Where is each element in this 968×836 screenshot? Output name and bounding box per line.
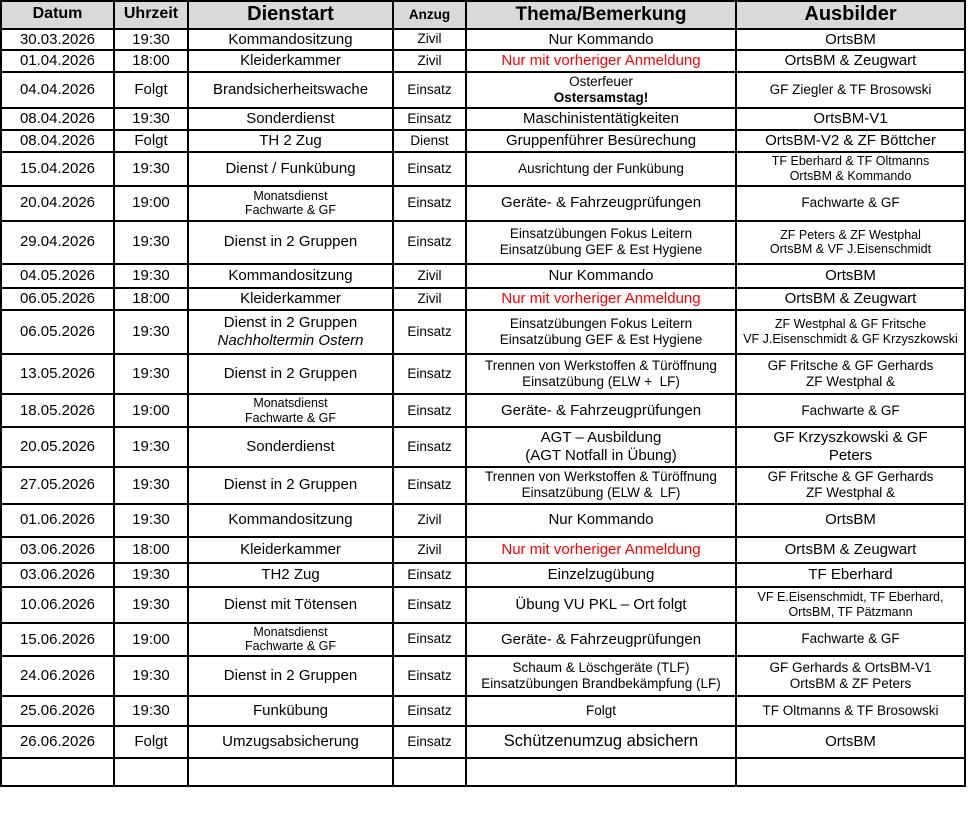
cell-anzug: Einsatz [393, 696, 466, 726]
cell-ausbilder [736, 656, 965, 696]
cell-dienstart [188, 696, 393, 726]
dienstart-line: Kleiderkammer [240, 289, 341, 307]
cell-thema [466, 537, 736, 563]
cell-datum: 25.06.2026 [1, 696, 114, 726]
cell-uhrzeit: 19:30 [114, 354, 188, 394]
cell-datum: 04.05.2026 [1, 264, 114, 288]
cell-thema [466, 130, 736, 152]
thema-line: Einzelzugübung [547, 565, 655, 583]
cell-ausbilder [736, 288, 965, 310]
cell-ausbilder [736, 394, 965, 428]
cell-dienstart [188, 587, 393, 623]
cell-dienstart [188, 29, 393, 51]
cell-empty [393, 758, 466, 786]
cell-ausbilder [736, 50, 965, 72]
table-row [1, 108, 965, 130]
header-thema: Thema/Bemerkung [466, 1, 736, 29]
cell-dienstart [188, 72, 393, 108]
cell-dienstart [188, 310, 393, 354]
ausbilder-line: OrtsBM-V1 [813, 109, 888, 127]
cell-uhrzeit: 19:30 [114, 152, 188, 186]
dienstart-line: Kleiderkammer [240, 540, 341, 558]
thema-line: Einsatzübung (ELW + LF) [522, 373, 680, 389]
cell-thema [466, 656, 736, 696]
dienstart-line: Dienst mit Tötensen [223, 595, 358, 613]
thema-line: Schützenumzug absichern [503, 732, 699, 751]
cell-datum: 24.06.2026 [1, 656, 114, 696]
cell-thema [466, 696, 736, 726]
cell-dienstart [188, 394, 393, 428]
cell-ausbilder [736, 72, 965, 108]
cell-ausbilder [736, 623, 965, 657]
cell-ausbilder [736, 152, 965, 186]
cell-anzug: Zivil [393, 504, 466, 537]
dienstart-line: Nachholtermin Ostern [217, 331, 364, 349]
ausbilder-line: Fachwarte & GF [801, 631, 900, 647]
ausbilder-line: GF Gerhards & OrtsBM-V1 [769, 660, 932, 676]
header-row [1, 1, 965, 29]
ausbilder-line: VF J.Eisenschmidt & GF Krzyszkowski [743, 331, 958, 346]
dienstart-line: Sonderdienst [246, 438, 335, 456]
ausbilder-line: OrtsBM & Zeugwart [784, 289, 917, 307]
table-row [1, 623, 965, 657]
cell-datum: 26.06.2026 [1, 726, 114, 758]
table-row [1, 537, 965, 563]
table-row [1, 130, 965, 152]
cell-thema [466, 354, 736, 394]
dienstart-line: Fachwarte & GF [245, 639, 336, 654]
thema-line: Osterfeuer [569, 73, 633, 89]
cell-anzug: Einsatz [393, 726, 466, 758]
header-anzug: Anzug [393, 1, 466, 29]
cell-uhrzeit: 18:00 [114, 50, 188, 72]
cell-thema [466, 152, 736, 186]
table-body [1, 29, 965, 787]
cell-uhrzeit: 19:30 [114, 427, 188, 466]
cell-thema [466, 221, 736, 264]
table-row [1, 726, 965, 758]
table-row [1, 696, 965, 726]
cell-dienstart [188, 264, 393, 288]
cell-thema [466, 72, 736, 108]
thema-line: Nur Kommando [548, 30, 654, 48]
ausbilder-line: OrtsBM & Zeugwart [784, 52, 917, 70]
cell-dienstart [188, 427, 393, 466]
table-row [1, 563, 965, 587]
cell-thema [466, 186, 736, 221]
thema-line: Einsatzübungen Fokus Leitern [509, 226, 693, 242]
cell-ausbilder [736, 186, 965, 221]
cell-anzug: Einsatz [393, 587, 466, 623]
cell-thema [466, 726, 736, 758]
cell-thema [466, 108, 736, 130]
cell-dienstart [188, 221, 393, 264]
thema-line: Einsatzübung GEF & Est Hygiene [499, 331, 703, 347]
ausbilder-line: OrtsBM & VF J.Eisenschmidt [769, 242, 932, 257]
cell-ausbilder [736, 29, 965, 51]
cell-datum: 10.06.2026 [1, 587, 114, 623]
cell-uhrzeit: Folgt [114, 130, 188, 152]
cell-dienstart [188, 504, 393, 537]
cell-dienstart [188, 50, 393, 72]
table-row [1, 221, 965, 264]
cell-uhrzeit: 19:30 [114, 264, 188, 288]
cell-ausbilder [736, 221, 965, 264]
ausbilder-line: OrtsBM, TF Pätzmann [788, 604, 913, 619]
cell-thema [466, 310, 736, 354]
ausbilder-line: VF E.Eisenschmidt, TF Eberhard, [757, 589, 944, 604]
ausbilder-line: ZF Peters & ZF Westphal [780, 227, 921, 242]
cell-dienstart [188, 186, 393, 221]
cell-uhrzeit: 19:30 [114, 467, 188, 504]
cell-anzug: Einsatz [393, 467, 466, 504]
table-row [1, 288, 965, 310]
thema-line: Nur mit vorheriger Anmeldung [501, 540, 701, 558]
cell-ausbilder [736, 726, 965, 758]
dienstart-line: Kommandositzung [228, 511, 353, 529]
table-row [1, 152, 965, 186]
cell-anzug: Einsatz [393, 623, 466, 657]
ausbilder-line: OrtsBM [825, 266, 876, 284]
cell-thema [466, 394, 736, 428]
cell-thema [466, 264, 736, 288]
header-uhrzeit: Uhrzeit [114, 1, 188, 29]
cell-datum: 01.06.2026 [1, 504, 114, 537]
table-row [1, 186, 965, 221]
cell-uhrzeit: 19:30 [114, 504, 188, 537]
cell-uhrzeit: 18:00 [114, 537, 188, 563]
thema-line: Nur mit vorheriger Anmeldung [501, 52, 701, 70]
ausbilder-line: OrtsBM & Kommando [789, 168, 912, 183]
ausbilder-line: OrtsBM & Zeugwart [784, 540, 917, 558]
cell-dienstart [188, 656, 393, 696]
cell-anzug: Einsatz [393, 152, 466, 186]
cell-ausbilder [736, 310, 965, 354]
thema-line: Gruppenführer Besürechung [505, 131, 697, 149]
header-dienstart: Dienstart [188, 1, 393, 29]
ausbilder-line: Peters [828, 447, 873, 464]
table-row [1, 427, 965, 466]
thema-line: Geräte- & Fahrzeugprüfungen [500, 630, 702, 648]
cell-ausbilder [736, 563, 965, 587]
table-row [1, 587, 965, 623]
ausbilder-line: OrtsBM [825, 733, 876, 751]
cell-datum: 27.05.2026 [1, 467, 114, 504]
cell-thema [466, 288, 736, 310]
thema-line: Einsatzübungen Fokus Leitern [509, 315, 693, 331]
cell-thema [466, 427, 736, 466]
thema-line: Folgt [585, 703, 616, 719]
cell-uhrzeit: 19:30 [114, 221, 188, 264]
cell-uhrzeit: 19:00 [114, 623, 188, 657]
dienstart-line: Kommandositzung [228, 266, 353, 284]
cell-anzug: Zivil [393, 29, 466, 51]
dienstart-line: Umzugsabsicherung [222, 733, 359, 751]
cell-datum: 08.04.2026 [1, 108, 114, 130]
cell-ausbilder [736, 354, 965, 394]
cell-datum: 20.05.2026 [1, 427, 114, 466]
cell-anzug: Einsatz [393, 656, 466, 696]
cell-uhrzeit: 19:30 [114, 29, 188, 51]
thema-line: Ostersamstag! [553, 89, 649, 105]
table-row [1, 50, 965, 72]
cell-dienstart [188, 108, 393, 130]
table-row [1, 29, 965, 51]
dienstart-line: Monatsdienst [253, 395, 328, 410]
cell-ausbilder [736, 696, 965, 726]
cell-anzug: Dienst [393, 130, 466, 152]
ausbilder-line: OrtsBM & ZF Peters [789, 676, 912, 692]
thema-line: Schaum & Löschgeräte (TLF) [512, 660, 690, 676]
cell-ausbilder [736, 587, 965, 623]
cell-datum: 15.04.2026 [1, 152, 114, 186]
table-row-partial [1, 758, 965, 786]
cell-datum: 06.05.2026 [1, 288, 114, 310]
cell-ausbilder [736, 467, 965, 504]
cell-anzug: Einsatz [393, 394, 466, 428]
cell-anzug: Einsatz [393, 108, 466, 130]
dienstart-line: Dienst in 2 Gruppen [223, 476, 358, 494]
cell-dienstart [188, 563, 393, 587]
dienstart-line: Dienst in 2 Gruppen [223, 314, 358, 332]
cell-anzug: Zivil [393, 50, 466, 72]
cell-uhrzeit: Folgt [114, 726, 188, 758]
dienstart-line: Brandsicherheitswache [212, 81, 369, 99]
dienstart-line: Kommandositzung [228, 30, 353, 48]
cell-ausbilder [736, 537, 965, 563]
dienstart-line: Monatsdienst [253, 624, 328, 639]
table-row [1, 310, 965, 354]
cell-anzug: Zivil [393, 288, 466, 310]
cell-datum: 30.03.2026 [1, 29, 114, 51]
cell-dienstart [188, 354, 393, 394]
ausbilder-line: GF Ziegler & TF Brosowski [769, 81, 932, 97]
ausbilder-line: GF Fritsche & GF Gerhards [767, 357, 934, 373]
ausbilder-line: TF Eberhard [808, 565, 893, 583]
thema-line: Nur mit vorheriger Anmeldung [501, 289, 701, 307]
thema-line: Nur Kommando [548, 266, 654, 284]
thema-line: Einsatzübungen Brandbekämpfung (LF) [481, 676, 721, 692]
cell-dienstart [188, 152, 393, 186]
cell-thema [466, 504, 736, 537]
cell-uhrzeit: 19:30 [114, 696, 188, 726]
ausbilder-line: OrtsBM-V2 & ZF Böttcher [765, 131, 936, 149]
thema-line: Geräte- & Fahrzeugprüfungen [500, 194, 702, 212]
dienstart-line: Dienst in 2 Gruppen [223, 364, 358, 382]
ausbilder-line: GF Fritsche & GF Gerhards [767, 469, 934, 485]
dienstart-line: Dienst / Funkübung [225, 159, 356, 177]
thema-line: Einsatzübung (ELW & LF) [521, 485, 681, 501]
table-row [1, 72, 965, 108]
cell-datum: 04.04.2026 [1, 72, 114, 108]
cell-datum: 13.05.2026 [1, 354, 114, 394]
cell-thema [466, 587, 736, 623]
cell-anzug: Einsatz [393, 563, 466, 587]
thema-line: Trennen von Werkstoffen & Türöffnung [485, 469, 717, 485]
cell-empty [114, 758, 188, 786]
table-row [1, 467, 965, 504]
cell-empty [466, 758, 736, 786]
thema-line: Einsatzübung GEF & Est Hygiene [499, 242, 703, 258]
cell-anzug: Einsatz [393, 186, 466, 221]
cell-anzug: Zivil [393, 264, 466, 288]
cell-uhrzeit: 18:00 [114, 288, 188, 310]
cell-uhrzeit: 19:30 [114, 656, 188, 696]
thema-line: Übung VU PKL – Ort folgt [515, 595, 687, 613]
dienstart-line: Funkübung [252, 702, 329, 720]
cell-dienstart [188, 130, 393, 152]
cell-datum: 18.05.2026 [1, 394, 114, 428]
dienstart-line: Sonderdienst [246, 109, 335, 127]
table-row [1, 504, 965, 537]
thema-line: Trennen von Werkstoffen & Türöffnung [485, 357, 717, 373]
dienstart-line: Fachwarte & GF [245, 410, 336, 425]
cell-anzug: Einsatz [393, 354, 466, 394]
ausbilder-line: OrtsBM [825, 30, 876, 48]
cell-datum: 20.04.2026 [1, 186, 114, 221]
table-row [1, 394, 965, 428]
cell-anzug: Einsatz [393, 72, 466, 108]
cell-ausbilder [736, 130, 965, 152]
cell-anzug: Einsatz [393, 221, 466, 264]
ausbilder-line: ZF Westphal & [805, 485, 896, 501]
cell-dienstart [188, 623, 393, 657]
ausbilder-line: Fachwarte & GF [801, 195, 900, 211]
cell-thema [466, 467, 736, 504]
cell-thema [466, 623, 736, 657]
dienstart-line: Dienst in 2 Gruppen [223, 667, 358, 685]
cell-ausbilder [736, 504, 965, 537]
dienstart-line: TH 2 Zug [259, 131, 322, 149]
ausbilder-line: ZF Westphal & GF Fritsche [774, 317, 927, 332]
cell-datum: 01.04.2026 [1, 50, 114, 72]
header-ausbilder: Ausbilder [736, 1, 965, 29]
ausbilder-line: TF Eberhard & TF Oltmanns [771, 154, 930, 169]
cell-uhrzeit: 19:30 [114, 587, 188, 623]
cell-ausbilder [736, 108, 965, 130]
cell-uhrzeit: 19:00 [114, 186, 188, 221]
thema-line: Geräte- & Fahrzeugprüfungen [500, 401, 702, 419]
dienstart-line: Fachwarte & GF [245, 203, 336, 218]
cell-datum: 08.04.2026 [1, 130, 114, 152]
thema-line: Nur Kommando [548, 511, 654, 529]
cell-dienstart [188, 537, 393, 563]
dienstart-line: Monatsdienst [253, 188, 328, 203]
cell-uhrzeit: 19:30 [114, 108, 188, 130]
cell-ausbilder [736, 427, 965, 466]
cell-thema [466, 29, 736, 51]
dienstart-line: TH2 Zug [261, 565, 320, 583]
ausbilder-line: TF Oltmanns & TF Brosowski [762, 703, 939, 719]
cell-thema [466, 50, 736, 72]
thema-line: (AGT Notfall in Übung) [525, 447, 677, 464]
cell-datum: 29.04.2026 [1, 221, 114, 264]
cell-datum: 06.05.2026 [1, 310, 114, 354]
cell-empty [1, 758, 114, 786]
thema-line: AGT – Ausbildung [540, 429, 662, 447]
cell-empty [736, 758, 965, 786]
dienstart-line: Dienst in 2 Gruppen [223, 233, 358, 251]
table-row [1, 656, 965, 696]
cell-uhrzeit: 19:30 [114, 310, 188, 354]
cell-ausbilder [736, 264, 965, 288]
table-row [1, 264, 965, 288]
ausbilder-line: OrtsBM [825, 511, 876, 529]
thema-line: Ausrichtung der Funkübung [518, 160, 684, 176]
header-datum: Datum [1, 1, 114, 29]
cell-empty [188, 758, 393, 786]
thema-line: Maschinistentätigkeiten [523, 109, 679, 127]
cell-thema [466, 563, 736, 587]
cell-dienstart [188, 467, 393, 504]
cell-anzug: Zivil [393, 537, 466, 563]
table-row [1, 354, 965, 394]
cell-uhrzeit: 19:30 [114, 563, 188, 587]
cell-uhrzeit: Folgt [114, 72, 188, 108]
ausbilder-line: Fachwarte & GF [801, 402, 900, 418]
cell-anzug: Einsatz [393, 427, 466, 466]
cell-anzug: Einsatz [393, 310, 466, 354]
cell-datum: 03.06.2026 [1, 563, 114, 587]
cell-datum: 15.06.2026 [1, 623, 114, 657]
dienstart-line: Kleiderkammer [240, 52, 341, 70]
cell-uhrzeit: 19:00 [114, 394, 188, 428]
ausbilder-line: GF Krzyszkowski & GF [773, 429, 928, 447]
cell-datum: 03.06.2026 [1, 537, 114, 563]
cell-dienstart [188, 288, 393, 310]
ausbilder-line: ZF Westphal & [805, 373, 896, 389]
cell-dienstart [188, 726, 393, 758]
